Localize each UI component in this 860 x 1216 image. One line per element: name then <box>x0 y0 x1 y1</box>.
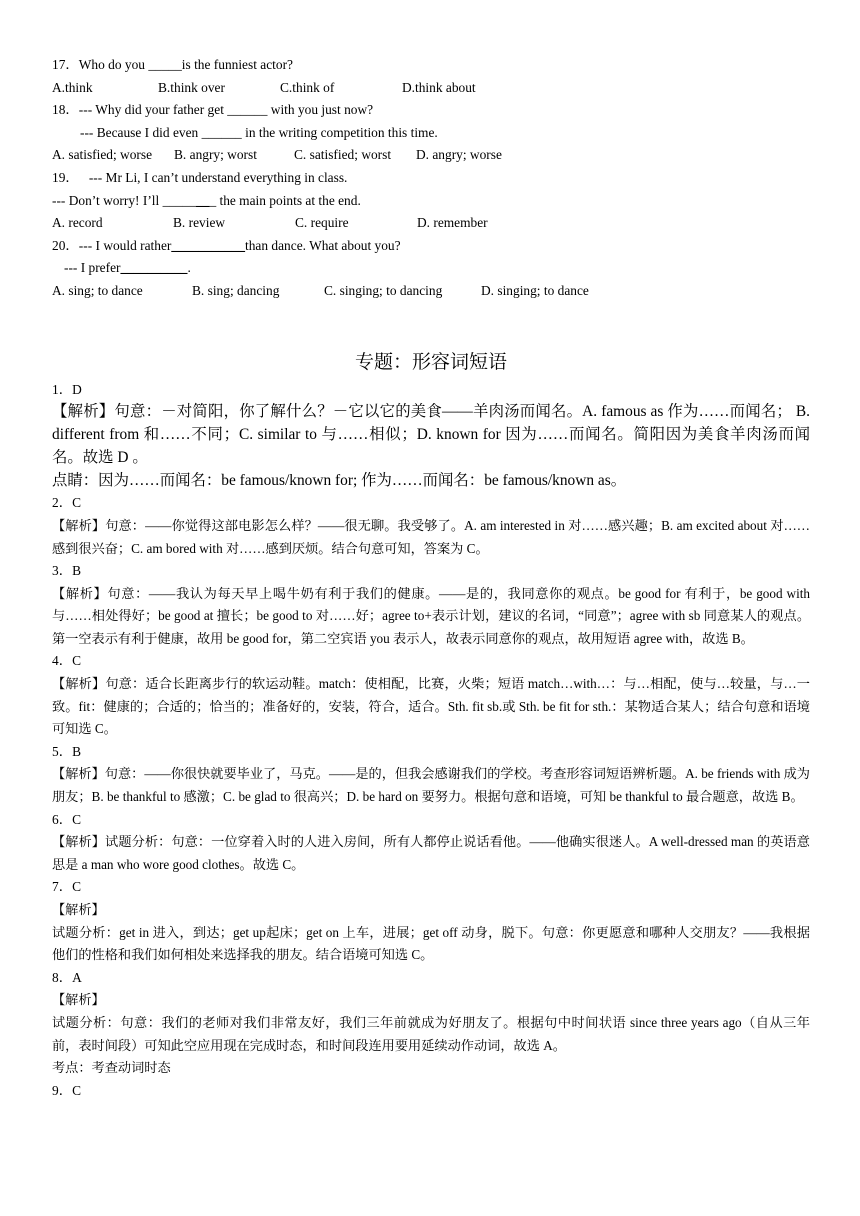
option-c: C. require <box>295 215 349 231</box>
answer-explanation: 【解析】句意：——你很快就要毕业了，马克。——是的，但我会感谢我们的学校。考查形容词短语辨析题。A. be friends with 成为朋友；B. be thankful to 感激；C. be glad to 很高兴；D. be hard on 要努力。根据句意和语境，可知 be thankful to 最合题意，故选 B。 <box>52 766 810 805</box>
reply-text-end: _ the main points at the end. <box>209 192 361 208</box>
answer-item <box>52 809 810 877</box>
option-d: D. remember <box>417 215 488 231</box>
option-a: A. record <box>52 215 103 231</box>
answer-explanation: 【解析】句意：——我认为每天早上喝牛奶有利于我们的健康。——是的，我同意你的观点。be good for 有利于，be good with 与……相处得好；be good at 擅长；be good to 对……好；agree to+表示计划，建议的名词，“同意”；agree with sb 同意某人的观点。第一空表示有利于健康，故用 be good for，第二空宾语 you 表示人，故表示同意你的观点，故用短语 agree with，故选 B。 <box>52 585 811 646</box>
option-d: D. singing; to dance <box>481 282 589 298</box>
reply-start: --- I prefer <box>64 260 121 276</box>
option-d: D.think about <box>402 79 476 95</box>
option-b: B. review <box>173 215 226 231</box>
answer-number: 8．A <box>52 969 82 985</box>
section-title: 专题：形容词短语 <box>354 350 507 373</box>
option-c: C. singing; to dancing <box>324 282 443 298</box>
question-20-options <box>52 280 810 303</box>
answer-number: 7．C <box>52 879 82 895</box>
answer-explanation: 【解析】句意：适合长距离步行的软运动鞋。match：使相配，比赛，火柴；短语 match…with…：与…相配，使与…较量，与…一致。fit：健康的；合适的；恰当的；准备好的，安装，符合，适合。Sth. fit sb.或 Sth. be fit for sth.：某物适合某人；结合句意和语境可知选 C。 <box>52 676 810 737</box>
answer-explanation: 【解析】句意：——你觉得这部电影怎么样？——很无聊。我受够了。A. am interested in 对……感兴趣；B. am excited about 对……感到很兴奋；C. am bored with 对……感到厌烦。结合句意可知，答案为 C。 <box>52 517 810 556</box>
answer-explanation: 试题分析：get in 进入，到达；get up起床；get on 上车，进展；get off 动身，脱下。句意：你更愿意和哪种人交朋友？——我根据他们的性格和我们如何相处来选择我的朋友。结合语境可知选 C。 <box>52 924 810 963</box>
stem-end: than dance. What about you? <box>245 237 401 253</box>
answer-item <box>52 967 810 1080</box>
answer-number: 1．D <box>52 381 82 397</box>
answer-explanation: 【解析】句意：－对简阳，你了解什么？－它以它的美食——羊肉汤而闻名。A. famous as 作为……而闻名； B. different from 和……不同；C. similar to 与……相似；D. known for 因为……而闻名。简阳因为美食羊肉汤而闻名。故选 D 。 <box>52 403 810 466</box>
answer-explanation: 试题分析：句意：我们的老师对我们非常友好，我们三年前就成为好朋友了。根据句中时间状语 since three years ago（自从三年前，表时间段）可知此空应用现在完成时态，和时间段连用要用延续动作动词，故选 A。 <box>52 1014 810 1053</box>
question-20-stem-reply <box>52 257 810 280</box>
answer-explanation: 【解析】 <box>52 992 105 1008</box>
reply-text-start: --- Don’t worry! I’ll _____ <box>52 192 197 208</box>
answer-list <box>52 379 810 1103</box>
option-b: B. angry; worst <box>174 147 257 163</box>
answer-explanation: 【解析】 <box>52 902 105 917</box>
answer-item <box>52 650 810 740</box>
option-b: B.think over <box>158 79 225 95</box>
option-a: A.think <box>52 79 93 95</box>
answer-number: 3．B <box>52 563 82 579</box>
answer-item <box>52 560 810 650</box>
answer-blank: ___________ <box>171 237 246 253</box>
answer-explanation: 点睛：因为……而闻名：be famous/known for; 作为……而闻名：be famous/known as。 <box>52 471 627 489</box>
option-b: B. sing; dancing <box>192 282 280 298</box>
answer-blank: __ <box>196 192 210 208</box>
question-18-stem-reply: --- Because I did even ______ in the writing competition this time. <box>80 124 438 140</box>
section-spacer <box>52 303 810 347</box>
option-a: A. sing; to dance <box>52 282 143 298</box>
question-19-options <box>52 212 810 235</box>
question-19-stem: 19． --- Mr Li, I can’t understand everything in class. <box>52 169 348 185</box>
stem-start: 20．--- I would rather <box>52 237 172 253</box>
answer-explanation: 【解析】试题分析：句意：一位穿着入时的人进入房间，所有人都停止说话看他。——他确实很迷人。A well-dressed man 的英语意思是 a man who wore good clothes。故选 C。 <box>52 834 810 872</box>
question-19-stem-reply <box>52 190 810 213</box>
question-20-stem <box>52 235 810 258</box>
answer-item <box>52 876 810 966</box>
question-17-options <box>52 77 810 100</box>
answer-item <box>52 379 810 493</box>
option-c: C.think of <box>280 79 335 95</box>
answer-item <box>52 741 810 809</box>
answer-number: 5．B <box>52 743 82 759</box>
reply-end: . <box>187 260 191 276</box>
option-a: A. satisfied; worse <box>52 147 153 163</box>
answer-number: 4．C <box>52 653 82 669</box>
answer-number: 2．C <box>52 495 82 511</box>
document-page <box>52 54 810 1102</box>
answer-item <box>52 1080 810 1103</box>
question-18-stem: 18．--- Why did your father get ______ with you just now? <box>52 102 374 118</box>
answer-blank: __________ <box>120 260 188 276</box>
option-c: C. satisfied; worst <box>294 147 392 163</box>
question-18-options <box>52 144 810 167</box>
option-d: D. angry; worse <box>416 147 502 163</box>
answer-number: 9．C <box>52 1082 82 1098</box>
answer-explanation: 考点：考查动词时态 <box>52 1060 171 1076</box>
answer-number: 6．C <box>52 811 82 827</box>
answer-item <box>52 492 810 560</box>
question-17-stem: 17．Who do you _____is the funniest actor? <box>52 57 293 72</box>
